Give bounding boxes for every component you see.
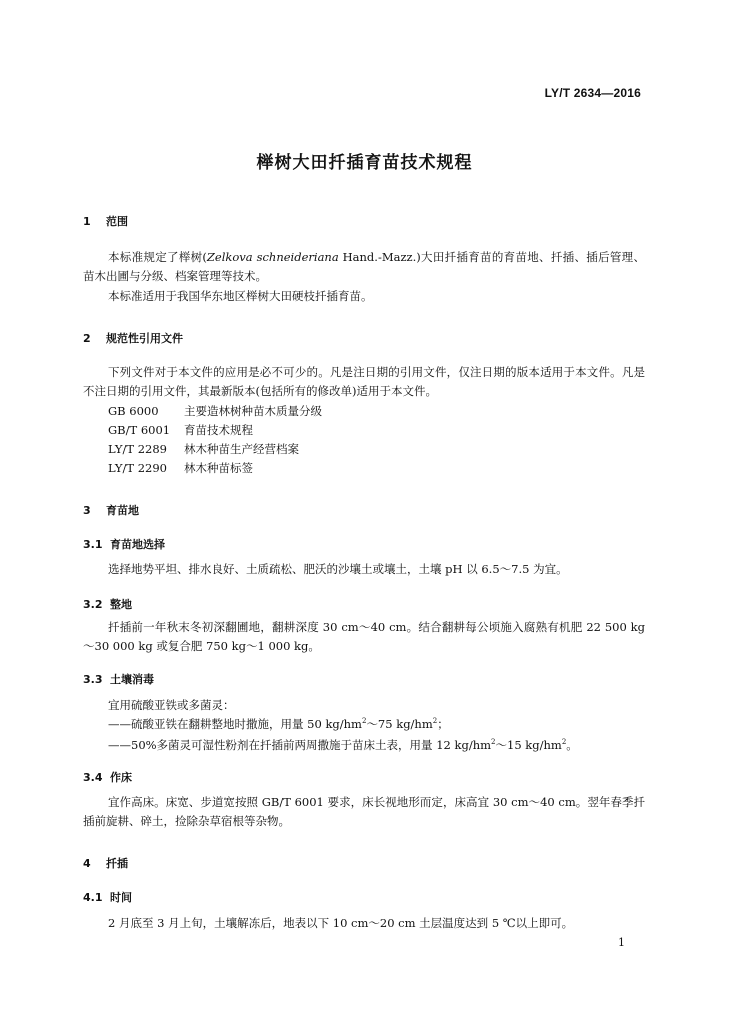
section-number: 3 [83, 504, 91, 517]
section-4-1-text: 2 月底至 3 月上旬，土壤解冻后，地表以下 10 cm～20 cm 土层温度达到 5 ℃以上即可。 [108, 916, 574, 930]
reference-title: 育苗技术规程 [184, 423, 253, 437]
subsection-number: 3.3 [83, 673, 103, 686]
section-3-3-line-3 [108, 736, 578, 755]
section-number: 2 [83, 332, 91, 345]
reference-item [108, 459, 253, 478]
section-3-4-text: 宜作高床。床宽、步道宽按照 GB/T 6001 要求，床长视地形而定，床高宜 30 cm～40 cm。翌年春季扦插前旋耕、碎土，捡除杂草宿根等杂物。 [83, 795, 645, 828]
section-3-1-text: 选择地势平坦、排水良好、土质疏松、肥沃的沙壤土或壤土，土壤 pH 以 6.5～7.5 为宜。 [108, 562, 568, 576]
reference-title: 林木种苗生产经营档案 [184, 442, 299, 456]
scope-paragraph-1 [83, 248, 645, 286]
section-title: 扦插 [106, 857, 128, 870]
section-3-2-heading [83, 596, 132, 612]
section-title: 育苗地 [106, 504, 139, 517]
subsection-title: 整地 [110, 598, 132, 611]
superscript: 2 [491, 738, 496, 747]
superscript: 2 [361, 717, 367, 726]
subsection-number: 3.1 [83, 538, 103, 551]
section-number: 4 [83, 857, 91, 870]
section-3-3-line-1: 宜用硫酸亚铁或多菌灵： [108, 698, 235, 712]
reference-code: LY/T 2289 [108, 442, 167, 456]
scope-paragraph-2: 本标准适用于我国华东地区榉树大田硬枝扦插育苗。 [108, 289, 373, 303]
section-3-3-heading [83, 671, 154, 687]
superscript: 2 [432, 717, 438, 726]
subsection-title: 作床 [110, 771, 132, 784]
section-3-heading [83, 502, 139, 518]
section-title: 规范性引用文件 [106, 332, 183, 345]
dose-text: 。 [566, 738, 578, 752]
section-3-2-text: 扦插前一年秋末冬初深翻圃地，翻耕深度 30 cm～40 cm。结合翻耕每公顷施入腐熟有机肥 22 500 kg～30 000 kg 或复合肥 750 kg～1 000 kg。 [83, 620, 645, 653]
reference-code: GB/T 6001 [108, 423, 171, 437]
section-3-4-heading [83, 769, 132, 785]
subsection-title: 育苗地选择 [110, 538, 165, 551]
standard-number: LY/T 2634—2016 [544, 86, 641, 100]
dose-text: ——硫酸亚铁在翻耕整地时撒施，用量 50 kg/hm [108, 717, 362, 731]
section-2-heading [83, 330, 183, 346]
superscript: 2 [561, 738, 567, 747]
scope-latin-name: Zelkova schneideriana [206, 250, 339, 264]
page-number: 1 [618, 936, 625, 949]
subsection-number: 3.2 [83, 598, 103, 611]
dose-text: ； [437, 717, 449, 731]
section-3-3-line-2 [108, 715, 449, 734]
dose-text: ——50%多菌灵可湿性粉剂在扦插前两周撒施于苗床土表，用量 12 kg/hm [108, 738, 492, 752]
reference-item [108, 440, 299, 459]
reference-code: GB 6000 [108, 404, 159, 418]
references-intro: 下列文件对于本文件的应用是必不可少的。凡是注日期的引用文件，仅注日期的版本适用于本文件。凡是不注日期的引用文件，其最新版本(包括所有的修改单)适用于本文件。 [83, 365, 645, 398]
subsection-number: 4.1 [83, 891, 103, 904]
reference-item [108, 421, 253, 440]
dose-text: ～15 kg/hm [495, 738, 562, 752]
reference-item [108, 402, 322, 421]
section-4-1-heading [83, 889, 132, 905]
section-3-1-heading [83, 536, 165, 552]
section-number: 1 [83, 215, 91, 228]
scope-text-b: Hand.-Mazz.)大田扦插育苗的育苗地、扦插、插后管理、苗木出圃与分级、档案管理等技术。 [83, 250, 645, 283]
subsection-title: 时间 [110, 891, 132, 904]
section-1-heading [83, 213, 128, 229]
reference-title: 主要造林树种苗木质量分级 [184, 404, 322, 418]
section-title: 范围 [106, 215, 128, 228]
subsection-number: 3.4 [83, 771, 103, 784]
subsection-title: 土壤消毒 [110, 673, 154, 686]
section-4-heading [83, 855, 128, 871]
document-title: 榉树大田扦插育苗技术规程 [256, 153, 473, 173]
dose-text: ～75 kg/hm [366, 717, 433, 731]
reference-code: LY/T 2290 [108, 461, 167, 475]
scope-text-a: 本标准规定了榉树( [108, 250, 207, 264]
reference-title: 林木种苗标签 [184, 461, 253, 475]
